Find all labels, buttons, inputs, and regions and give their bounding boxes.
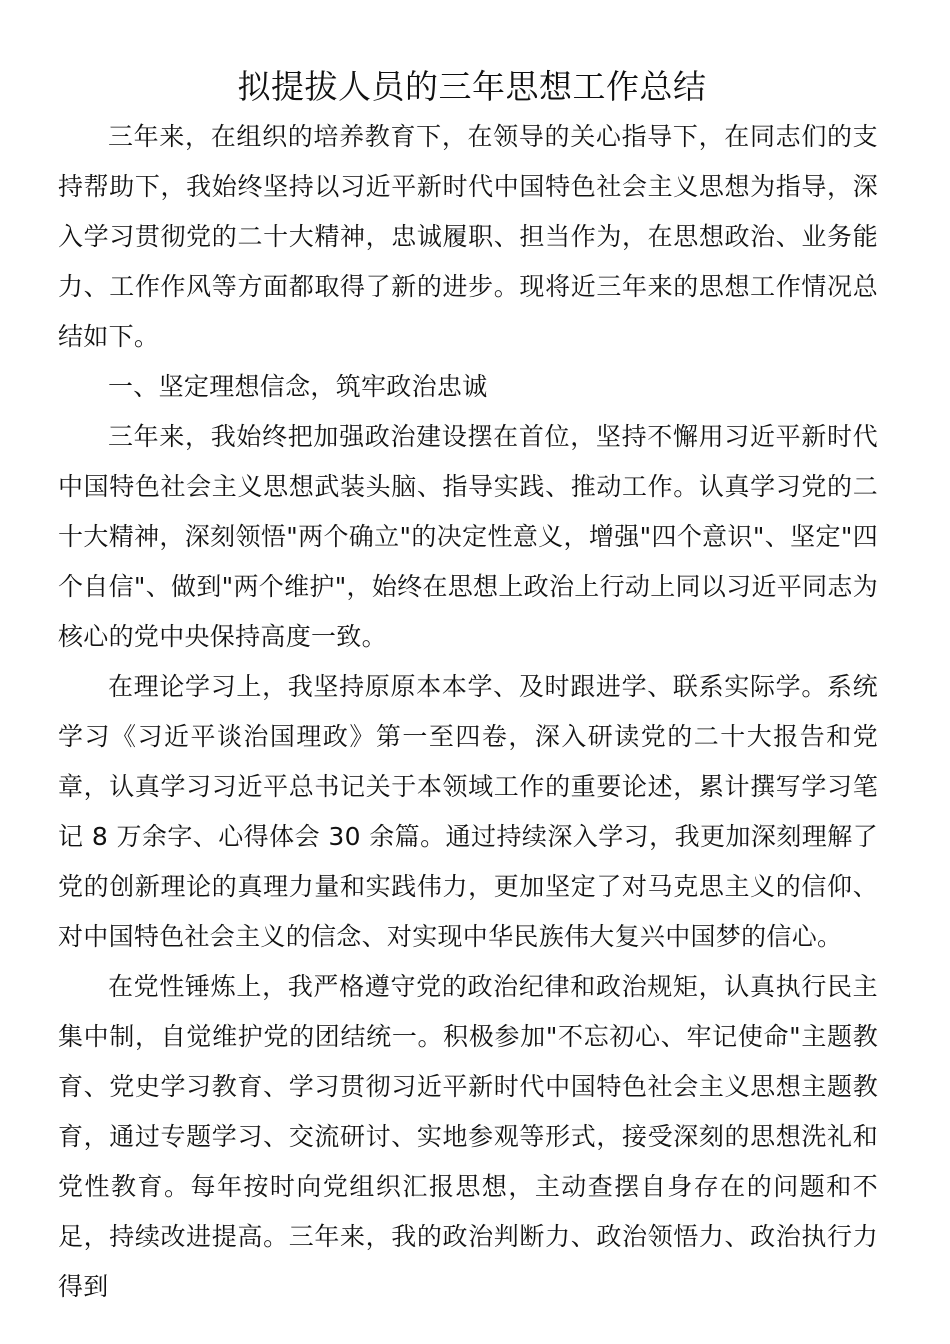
- paragraph-theory-study: 在理论学习上，我坚持原原本本学、及时跟进学、联系实际学。系统学习《习近平谈治国理政》第一至四卷，深入研读党的二十大报告和党章，认真学习习近平总书记关于本领域工作的重要论述，累计撰写学习笔记 8 万余字、心得体会 30 余篇。通过持续深入学习，我更加深刻理解了党的创新理论的真理力量和实践伟力，更加坚定了对马克思主义的信仰、对中国特色社会主义的信念、对实现中华民族伟大复兴中国梦的信心。: [58, 672, 878, 951]
- paragraph-political-building: 三年来，我始终把加强政治建设摆在首位，坚持不懈用习近平新时代中国特色社会主义思想武装头脑、指导实践、推动工作。认真学习党的二十大精神，深刻领悟"两个确立"的决定性意义，增强"四个意识"、坚定"四个自信"、做到"两个维护"，始终在思想上政治上行动上同以习近平同志为核心的党中央保持高度一致。: [58, 422, 878, 651]
- paragraph-party-spirit: 在党性锤炼上，我严格遵守党的政治纪律和政治规矩，认真执行民主集中制，自觉维护党的团结统一。积极参加"不忘初心、牢记使命"主题教育、党史学习教育、学习贯彻习近平新时代中国特色社会主义思想主题教育，通过专题学习、交流研讨、实地参观等形式，接受深刻的思想洗礼和党性教育。每年按时向党组织汇报思想，主动查摆自身存在的问题和不足，持续改进提高。三年来，我的政治判断力、政治领悟力、政治执行力得到: [58, 972, 878, 1301]
- document-title: 拟提拔人员的三年思想工作总结: [237, 67, 707, 106]
- section-heading-1: 一、坚定理想信念，筑牢政治忠诚: [108, 372, 488, 401]
- paragraph-intro: 三年来，在组织的培养教育下，在领导的关心指导下，在同志们的支持帮助下，我始终坚持以习近平新时代中国特色社会主义思想为指导，深入学习贯彻党的二十大精神，忠诚履职、担当作为，在思想政治、业务能力、工作作风等方面都取得了新的进步。现将近三年来的思想工作情况总结如下。: [58, 122, 878, 351]
